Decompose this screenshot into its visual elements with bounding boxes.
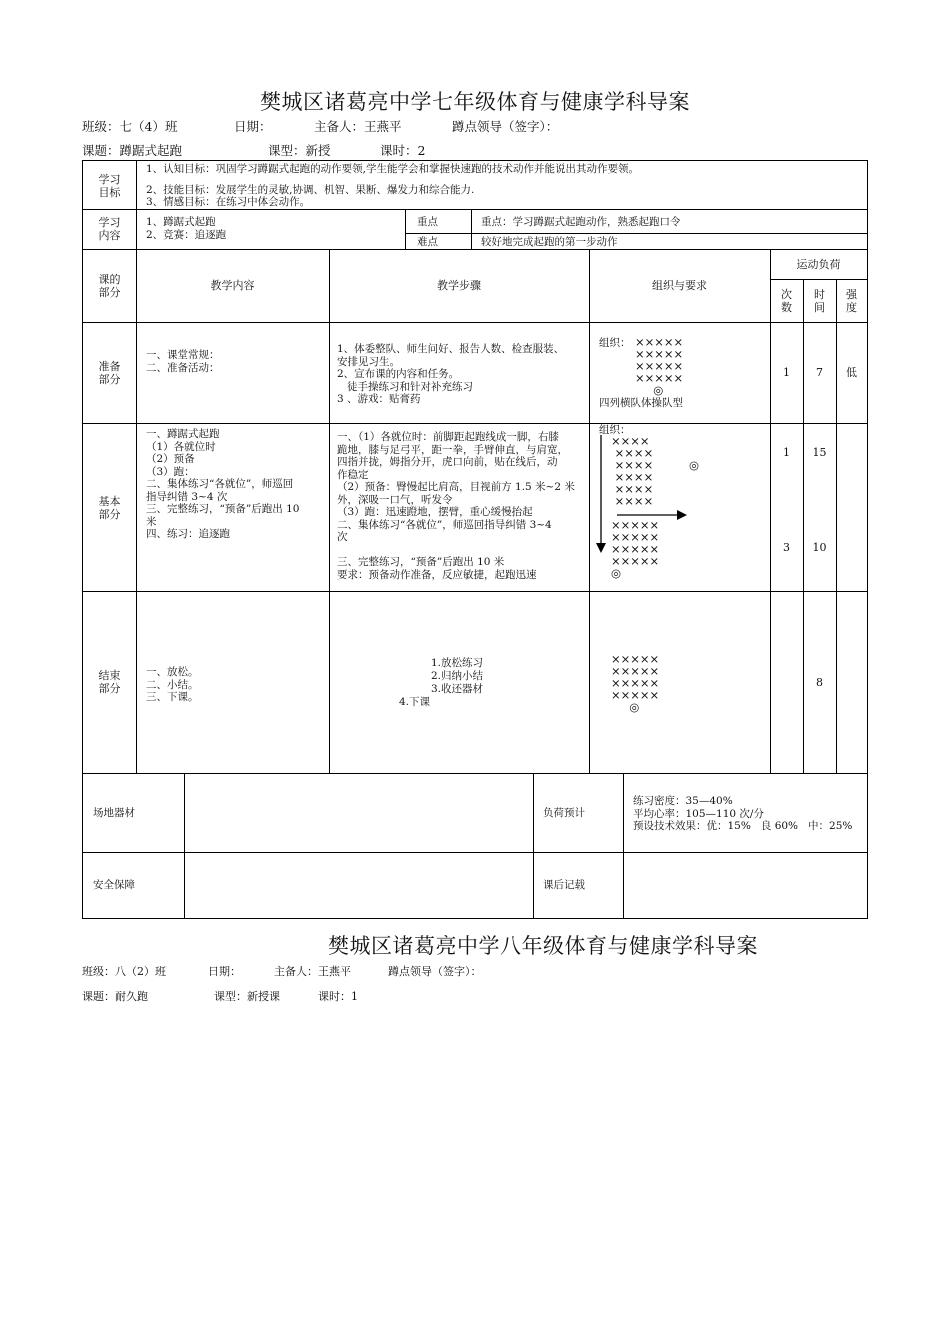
content-label: 学习 内容 (98, 216, 121, 242)
prep-duration: 7 (816, 366, 823, 379)
load-estimate-label: 负荷预计 (543, 807, 585, 819)
lesson-plan-table (82, 160, 868, 774)
key-point-label: 重点 (417, 216, 438, 228)
header-load: 运动负荷 (796, 258, 841, 271)
header-duration: 时 间 (814, 288, 825, 314)
prep-formation: ××××× ××××× ××××× ××××× ◎ (635, 335, 684, 397)
run-direction-arrows (591, 429, 691, 559)
prep-content: 一、课堂常规： 二、准备活动： (146, 349, 220, 374)
class-field: 班级：七（4）班 (82, 119, 178, 134)
objective-2: 2、技能目标：发展学生的灵敏,协调、机智、果断、爆发力和综合能力. (146, 184, 475, 196)
safety-label: 安全保障 (93, 879, 135, 891)
end-content: 一、放松。 二、小结。 三、下课。 (146, 666, 199, 703)
basic-formation-bottom: ××××× ××××× ××××× ××××× ◎ (611, 518, 660, 580)
end-step-1: 1.放松练习 (431, 657, 484, 669)
date-field-2: 日期： (208, 965, 241, 978)
header-teach-content: 教学内容 (210, 279, 255, 292)
end-step-4: 4.下课 (399, 696, 431, 708)
objective-1: 1、认知目标：巩固学习蹲踞式起跑的动作要领,学生能学会和掌握快速跑的技术动作并能说出其动作要领。 (146, 163, 640, 175)
difficulty-label: 难点 (417, 236, 438, 248)
prep-part-label: 准备 部分 (98, 360, 121, 386)
header-intensity: 强 度 (846, 288, 857, 314)
content-items: 1、蹲踞式起跑 2、竞赛：追逐跑 (146, 216, 227, 241)
footer-table (82, 773, 868, 919)
basic-part-label: 基本 部分 (98, 495, 121, 521)
basic-formation-top: ×××× ×××× ×××× ×××× ×××× ×××× (611, 434, 654, 508)
basic-content: 一、蹲踞式起跑 （1）各就位时 （2）预备 （3）跑： 二、集体练习“各就位”，师巡回 指导纠错 3~4 次 三、完整练习，“预备”后跑出 10 米 四、练习：追逐跑 (146, 428, 300, 540)
header-organization: 组织与要求 (652, 279, 707, 292)
topic-field-2: 课题：耐久跑 (82, 990, 148, 1003)
preparer-field: 主备人：王燕平 (314, 119, 402, 134)
end-step-3: 3.收还器材 (431, 683, 484, 695)
basic-duration-1: 15 (812, 446, 827, 459)
doc1-info-line2 (82, 141, 425, 159)
doc2-info-line2 (82, 988, 358, 1004)
basic-steps: 一、（1）各就位时：前脚距起跑线成一脚，右膝 跪地，膝与足弓平，距一拳，手臂伸直，与肩宽， 四指并拢，姆指分开，虎口向前，贴在线后，动 作稳定 （2）预备：臀慢起比肩高，目视前方 1.5 米~2 米 外，深吸一口气，听发令 （3）跑：迅速蹬地，摆臂，重心缓慢抬起 二、集体练习“各就位”，师巡回指导纠错 3~4 次 三、完整练习，“预备”后跑出 10 米 要求：预备动作准备，反应敏捷，起跑迅速 (337, 431, 575, 581)
hours-field: 课时：2 (380, 143, 426, 158)
end-step-2: 2.归纳小结 (431, 670, 484, 682)
end-part-label: 结束 部分 (98, 669, 121, 695)
down-arrow-head (596, 543, 606, 553)
basic-duration-2: 10 (812, 541, 827, 554)
prep-times: 1 (783, 366, 790, 379)
header-part: 课的 部分 (98, 273, 121, 299)
doc2-title: 樊城区诸葛亮中学八年级体育与健康学科导案 (328, 934, 758, 958)
basic-times-2: 3 (783, 541, 790, 554)
prep-intensity: 低 (846, 366, 857, 379)
end-duration: 8 (816, 676, 823, 689)
doc1-info-line1 (82, 117, 558, 135)
post-class-notes-label: 课后记载 (543, 879, 585, 891)
key-point-text: 重点：学习蹲踞式起跑动作，熟悉起跑口令 (481, 216, 681, 228)
end-formation: ××××× ××××× ××××× ××××× ◎ (611, 652, 660, 714)
type-field: 课型：新授 (268, 143, 331, 158)
objectives-label: 学习 目标 (98, 173, 121, 199)
type-field-2: 课型：新授课 (214, 990, 280, 1003)
prep-steps: 1、体委整队、师生问好、报告人数、检查服装、 安排见习生。 2、宣布课的内容和任务。 徒手操练习和针对补充练习 3 、游戏：贴膏药 (337, 343, 565, 405)
basic-org-label: 组织： (599, 424, 631, 436)
header-teach-steps: 教学步骤 (437, 279, 481, 292)
topic-field: 课题：蹲踞式起跑 (82, 143, 183, 158)
load-estimate-text: 练习密度：35—40% 平均心率：105—110 次/分 预设技术效果：优：15% 良 60% 中：25% (633, 795, 853, 832)
right-arrow-head (677, 510, 687, 520)
preparer-field-2: 主备人：王燕平 (274, 965, 351, 978)
objective-3: 3、情感目标：在练习中体会动作。 (146, 196, 311, 208)
leader-field-2: 蹲点领导（签字）： (388, 965, 482, 978)
venue-label: 场地器材 (93, 807, 135, 819)
prep-org-note: 四列横队体操队型 (599, 397, 683, 409)
date-field: 日期： (234, 119, 272, 134)
doc1-title: 樊城区诸葛亮中学七年级体育与健康学科导案 (260, 90, 690, 114)
prep-org-label: 组织： (599, 337, 631, 349)
leader-field: 蹲点领导（签字）： (452, 119, 559, 134)
basic-formation-teacher: ◎ (689, 458, 700, 472)
doc2-info-line1 (82, 963, 482, 979)
class-field-2: 班级：八（2）班 (82, 965, 166, 978)
hours-field-2: 课时：1 (318, 990, 358, 1003)
difficulty-text: 较好地完成起跑的第一步动作 (481, 236, 618, 248)
header-times: 次 数 (781, 288, 792, 314)
basic-times-1: 1 (783, 446, 790, 459)
